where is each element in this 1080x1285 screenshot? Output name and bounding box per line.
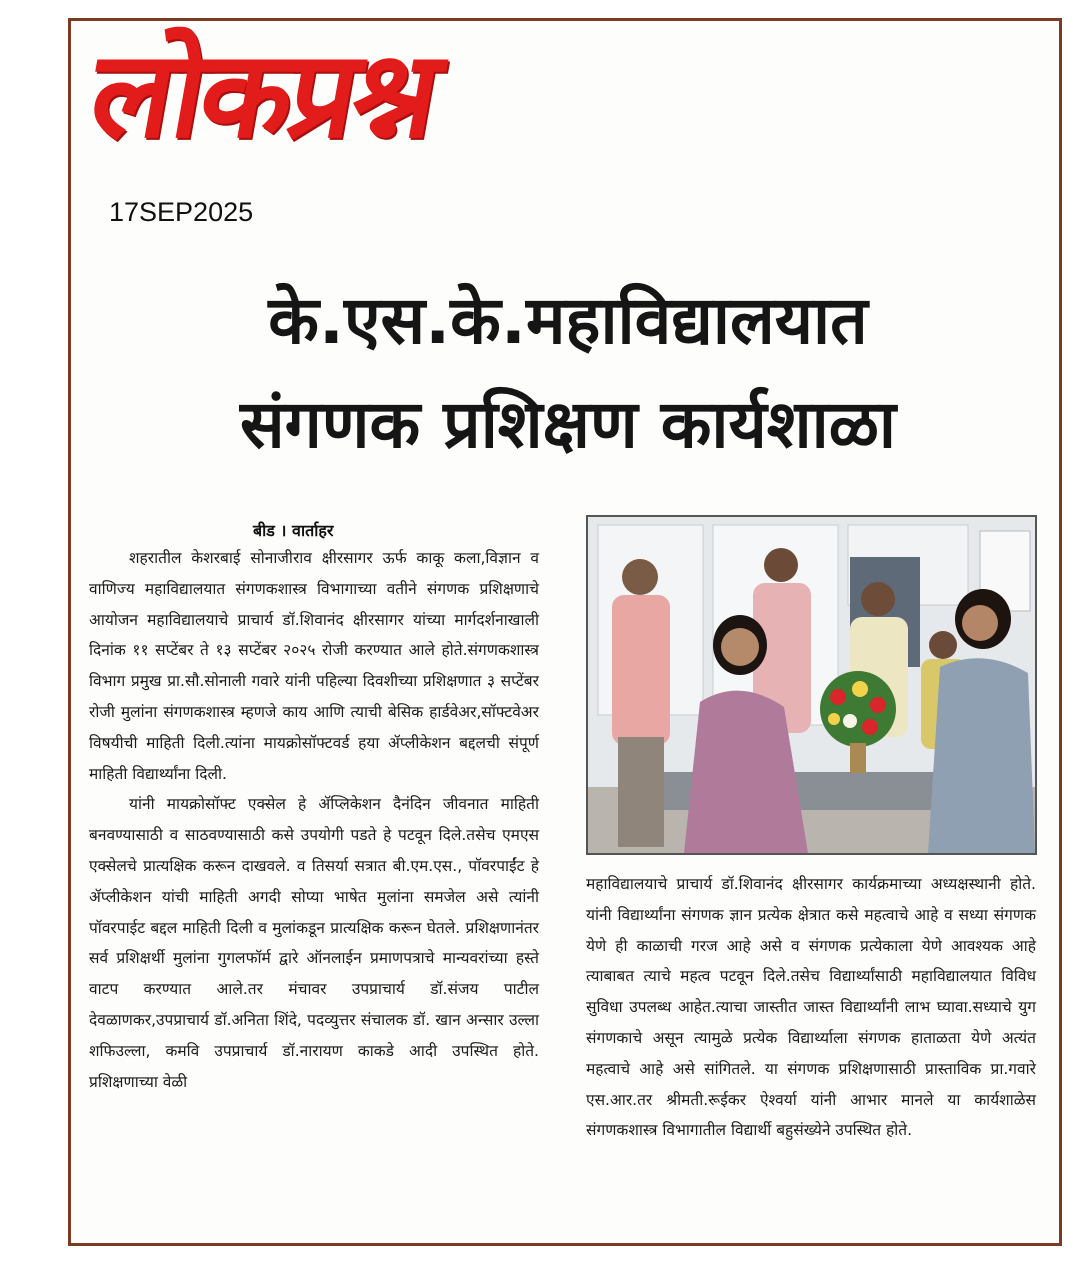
bouquet-flower: [830, 689, 846, 705]
article-paragraph: यांनी मायक्रोसॉफ्ट एक्सेल हे ॲप्लिकेशन दैनंदिन जीवनात माहिती बनवण्यासाठी व साठवण्यासाठी कसे उपयोगी पडते हे पटवून दिले.तसेच एमएस एक्सेलचे प्रात्यक्षिक करून दाखवले. व तिसर्या सत्रात बी.एम.एस., पॉवरपाईंट हे ॲप्लीकेशन यांची माहिती अगदी सोप्या भाषेत मुलांना समजेल असे त्यांनी पॉवरपाईट बद्दल माहिती दिली व मुलांकडून प्रात्यक्षिक करून घेतले. प्रशिक्षणानंतर सर्व प्रशिक्षर्थी मुलांना गुगलफॉर्म द्वारे ऑनलाईन प्रमाणपत्राचे मान्यवरांच्या हस्ते वाटप करण्यात आले.तर मंचावर उपप्राचार्य डॉ.संजय पाटील देवळाणकर,उपप्राचार्य डॉ.अनिता शिंदे, पदव्युत्तर संचालक डॉ. खान अन्सार उल्ला शफिउल्ला, कमवि उपप्राचार्य डॉ.नारायण काकडे आदी उपस्थित होते. प्रशिक्षणाच्या वेळी: [89, 795, 539, 1091]
person-head: [962, 605, 998, 641]
bouquet-flower: [828, 713, 840, 725]
article-dateline: बीड । वार्ताहर: [253, 521, 334, 540]
person-head: [622, 559, 658, 595]
person-legs: [618, 737, 664, 847]
person-head: [764, 548, 798, 582]
event-photo: [586, 515, 1037, 855]
bouquet-flower: [852, 681, 868, 697]
person-head: [721, 628, 759, 666]
bouquet-flower: [843, 714, 857, 728]
bouquet-flower: [862, 719, 878, 735]
person-head: [861, 582, 895, 616]
article-paragraph: महाविद्यालयाचे प्राचार्य डॉ.शिवानंद क्षीरसागर कार्यक्रमाच्या अध्यक्षस्थानी होते. यांनी विद्यार्थ्यांना संगणक ज्ञान प्रत्येक क्षेत्रात कसे महत्वाचे आहे व सध्या संगणक येणे ही काळाची गरज आहे असे व संगणक प्रत्येकाला येणे आवश्यक आहे त्याबाबत त्याचे महत्व पटवून दिले.तसेच विद्यार्थ्यांसाठी महाविद्यालयात विविध सुविधा उपलब्ध आहेत.त्याचा जास्तीत जास्त विद्यार्थ्यांनी लाभ घ्यावा.सध्याचे युग संगणकाचे असून त्यामुळे प्रत्येक विद्यार्थ्याला संगणक हाताळता येणे अत्यंत महत्वाचे आहे असे सांगितले. या संगणक प्रशिक्षणासाठी प्रास्ताविक प्रा.गवारे एस.आर.तर श्रीमती.रूईकर ऐश्वर्या यांनी आभार मानले या कार्यशाळेस संगणकशास्त्र विभागातील विद्यार्थी बहुसंख्येने उपस्थित होते.: [586, 875, 1036, 1140]
article-paragraph: शहरातील केशरबाई सोनाजीराव क्षीरसागर ऊर्फ काकू कला,विज्ञान व वाणिज्य महाविद्यालयात संगणकशास्त्र विभागाच्या वतीने संगणक प्रशिक्षणाचे आयोजन महाविद्यालयाचे प्राचार्य डॉ.शिवानंद क्षीरसागर यांच्या मार्गदर्शनाखाली दिनांक ११ सप्टेंबर ते १३ सप्टेंबर २०२५ रोजी करण्यात आले होते.संगणकशास्त्र विभाग प्रमुख प्रा.सौ.सोनाली गवारे यांनी पहिल्या दिवशीच्या प्रशिक्षणात ३ सप्टेंबर रोजी मुलांना संगणकशास्त्र म्हणजे काय आणि त्याची बेसिक हार्डवेअर,सॉफ्टवेअर विषयीची माहिती दिली.त्यांना मायक्रोसॉफ्टवर्ड हया ॲप्लीकेशन बद्दलची संपूर्ण माहिती विद्यार्थ्यांना दिली.: [89, 549, 539, 783]
bouquet-stem: [850, 743, 866, 773]
person-head: [929, 631, 957, 659]
group-photo-icon: [588, 517, 1035, 853]
masthead-logo: लोकप्रश्न: [80, 24, 448, 165]
article-headline: [71, 269, 1062, 477]
bouquet-flower: [870, 697, 886, 713]
edition-date: 17SEP2025: [109, 197, 254, 227]
headline-line-1: के.एस.के.महाविद्यालयात: [268, 282, 868, 359]
person-body: [612, 595, 670, 745]
person-body: [928, 658, 1035, 853]
headline-line-2: संगणक प्रशिक्षण कार्यशाळा: [240, 386, 896, 463]
article-left-column: [89, 543, 539, 1097]
article-right-column: [586, 869, 1036, 1146]
newspaper-clipping: [68, 18, 1062, 1246]
